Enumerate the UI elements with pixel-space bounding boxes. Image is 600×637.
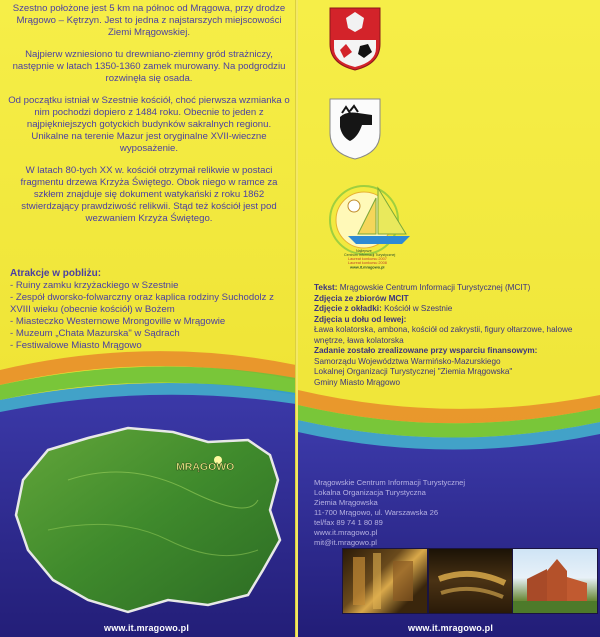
credit-line: Gminy Miasto Mrągowo (314, 377, 400, 387)
right-panel (298, 0, 600, 637)
photo-church-pulpit (428, 548, 514, 614)
credit-line: Zdjęcia ze zbiorów MCIT (314, 293, 409, 303)
contact-line[interactable]: www.it.mragowo.pl (314, 528, 378, 537)
list-item: - Miasteczko Westernowe Mrongoville w Mrągowie (10, 316, 226, 327)
credit-line: Lokalnej Organizacji Turystycznej "Ziemia Mrągowska" (314, 367, 513, 376)
left-panel (0, 0, 296, 637)
credit-line: Samorządu Województwa Warmińsko-Mazurskiego (314, 356, 501, 366)
best-tourist-info-award-logo (318, 178, 426, 270)
website-link-left[interactable]: www.it.mragowo.pl (104, 623, 190, 633)
contact-line[interactable]: mit@it.mragowo.pl (314, 538, 377, 547)
photo-church-pulpit-graphic (429, 549, 513, 613)
award-line: www.it.mragowo.pl (350, 265, 385, 270)
map-label: MRĄGOWO (176, 461, 235, 473)
paragraph-relics: W latach 80-tych XX w. kościół otrzymał relikwie w postaci fragmentu drzewa Krzyża Świętego. Obok niego w ramce za szkłem znajduje się dokument watykański z roku 1862 stwierdzający prawdziwość relikwii. Stąd też kościół jest pod wezwaniem Krzyża Świętego. (20, 165, 278, 224)
contact-line: Lokalna Organizacja Turystyczna (314, 488, 426, 497)
contact-line: Ziemia Mrągowska (314, 498, 378, 507)
website-link-right[interactable]: www.it.mragowo.pl (408, 623, 494, 633)
list-item: - Zespół dworsko-folwarczny oraz kaplica rodziny Suchodolz z XVIII wieku (obecnie kościół) w Bożem (10, 292, 274, 315)
credit-line: Zdjęcia u dołu od lewej: (314, 314, 407, 324)
paragraph-location: Szestno położone jest 5 km na północ od Mrągowa, przy drodze Mrągowo – Kętrzyn. Jest to jedna z najstarszych miejscowości Ziemi Mrągowskiej. (12, 3, 286, 38)
award-line: Centrum Informacji Turystycznej (344, 253, 396, 257)
attractions-heading: Atrakcje w pobliżu: (10, 268, 102, 279)
contact-line: 11-700 Mrągowo, ul. Warszawska 26 (314, 508, 439, 517)
award-line: Najlepsze (356, 249, 372, 253)
contact-line: Mrągowskie Centrum Informacji Turystycznej (314, 478, 466, 487)
paragraph-castle: Najpierw wzniesiono tu drewniano-ziemny gród strażniczy, następnie w latach 1350-1360 zamek murowany. Na podgrodziu rozwinęła się osada. (12, 49, 286, 84)
voivodeship-coat-of-arms-icon (328, 6, 382, 72)
list-item: - Muzeum „Chata Mazurska" w Sądrach (10, 328, 180, 339)
credit-line: Zadanie zostało zrealizowane przy wsparciu finansowym: (314, 346, 538, 355)
award-line: Laureat konkursu 2008 (348, 261, 387, 265)
list-item: - Festiwalowe Miasto Mrągowo (10, 340, 142, 351)
intro-text (8, 3, 290, 225)
photo-church-exterior (512, 548, 598, 614)
town-coat-of-arms-icon (328, 97, 382, 161)
contact-line: tel/fax 89 74 1 80 89 (314, 518, 383, 527)
photo-church-interior-graphic (343, 549, 427, 613)
photo-church-interior (342, 548, 428, 614)
credit-line: Tekst: Mrągowskie Centrum Informacji Turystycznej (MCIT) (314, 283, 531, 292)
list-item: - Ruiny zamku krzyżackiego w Szestnie (10, 280, 179, 291)
paragraph-church: Od początku istniał w Szestnie kościół, choć pierwsza wzmianka o nim pochodzi dopiero z 1484 roku. Obecnie to jeden z najpiękniejszych gotyckich budynków sakralnych regionu. Unikalne na terenie Mazur jest oryginalne XVII-wieczne wyposażenie. (8, 95, 290, 154)
photo-church-exterior-graphic (513, 549, 597, 613)
credit-line: Zdjęcie z okładki: Kościół w Szestnie (314, 304, 453, 313)
contact-block (314, 478, 514, 548)
credit-line: Ława kolatorska, ambona, kościół od zakrystii, figury ołtarzowe, halowe wnętrze, ława kolatorska (314, 325, 573, 345)
award-line: Laureat konkursu 2007 (348, 257, 387, 261)
poland-map (8, 420, 290, 620)
